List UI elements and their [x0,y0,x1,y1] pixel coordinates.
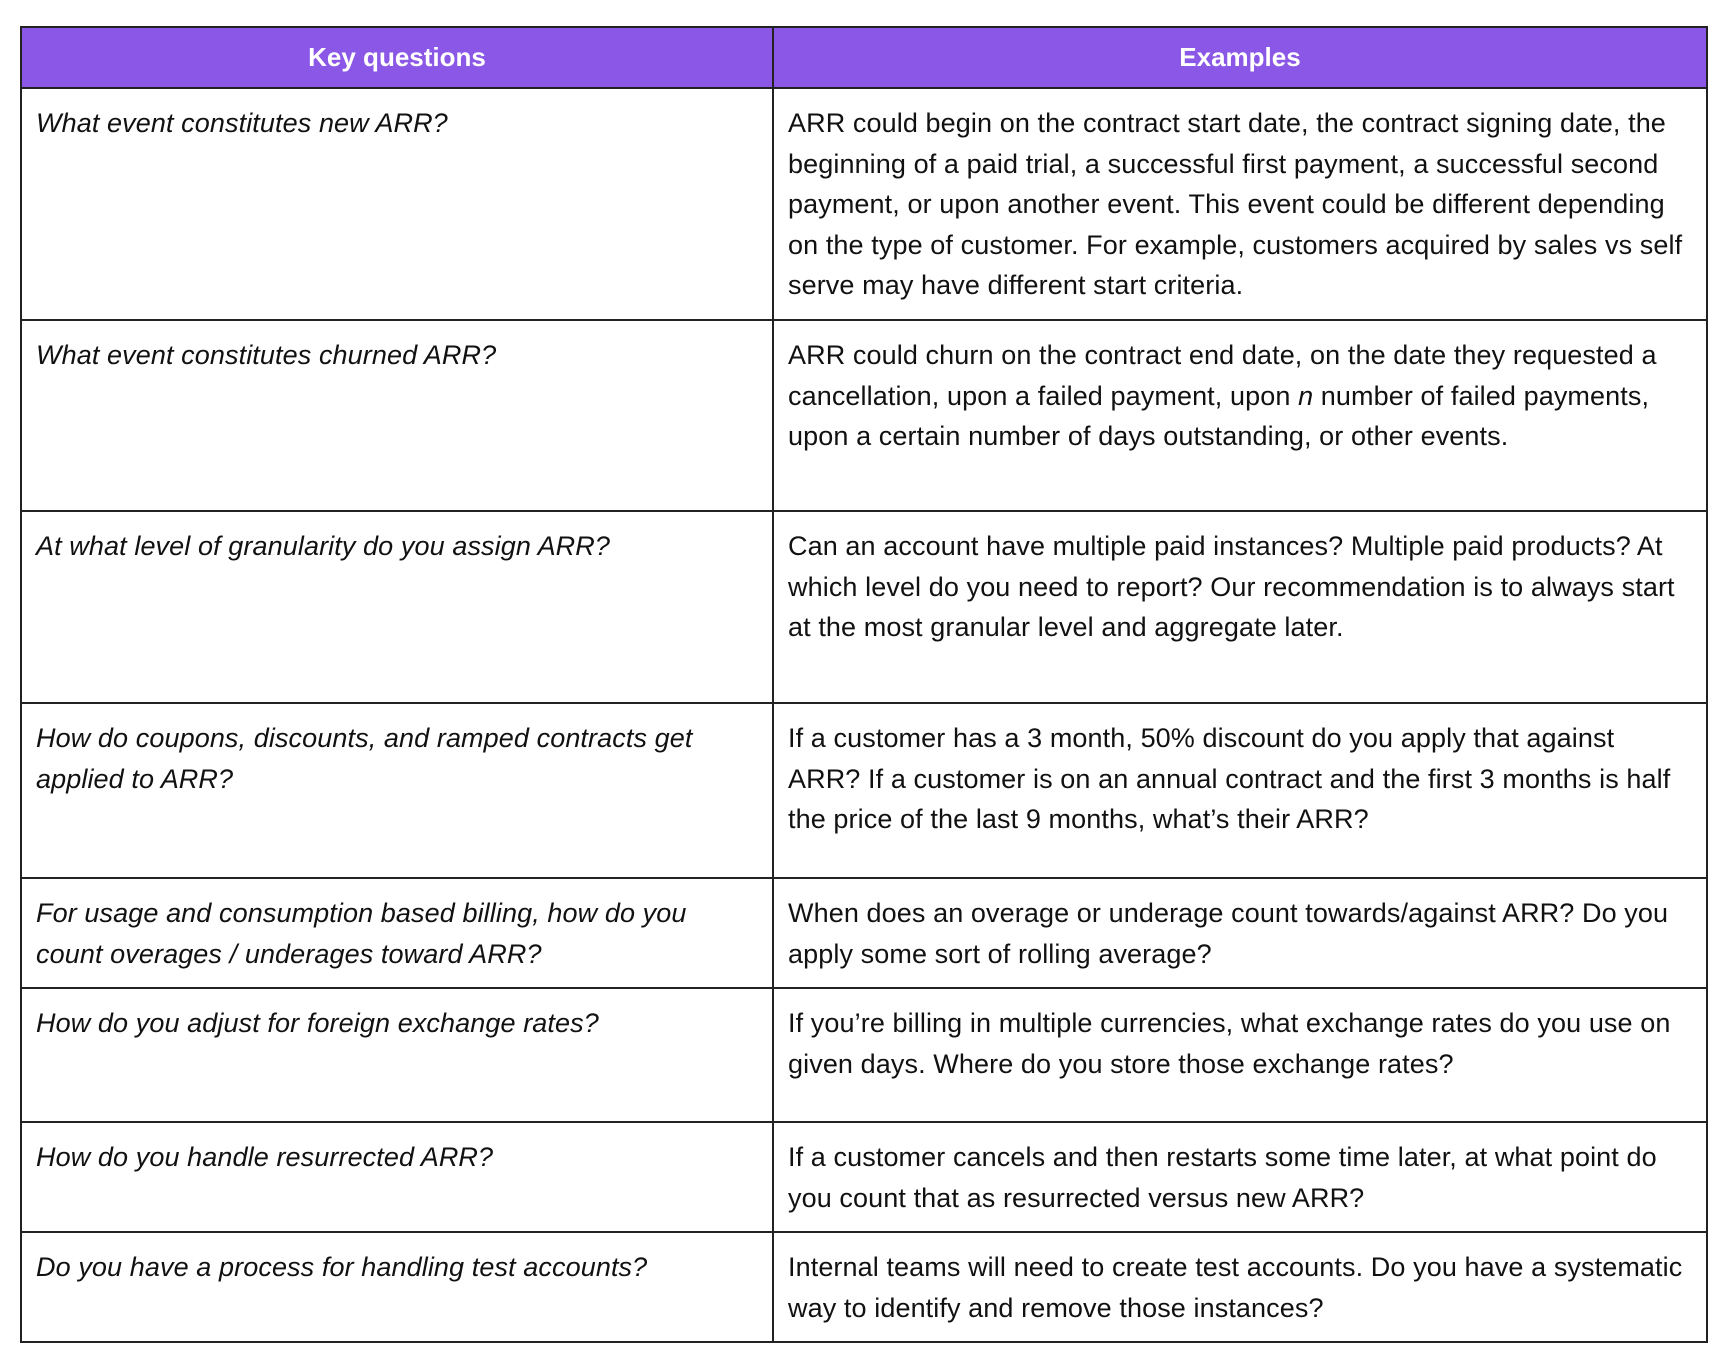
table-row [21,703,1707,878]
table-row [21,88,1707,320]
example-cell: If you’re billing in multiple currencies, what exchange rates do you use on given days. Where do you store those exchange rates? [773,988,1707,1122]
question-cell: Do you have a process for handling test accounts? [21,1232,773,1342]
table-row [21,1122,1707,1232]
header-examples: Examples [773,27,1707,88]
example-cell: Internal teams will need to create test accounts. Do you have a systematic way to identify and remove those instances? [773,1232,1707,1342]
example-cell: When does an overage or underage count towards/against ARR? Do you apply some sort of rolling average? [773,878,1707,988]
table-row [21,1232,1707,1342]
example-text: number of failed payments, upon a certain number of days outstanding, or other events. [788,380,1650,451]
example-cell: Can an account have multiple paid instances? Multiple paid products? At which level do you need to report? Our recommendation is to always start at the most granular level and aggregate later. [773,511,1707,703]
table-row [21,511,1707,703]
table-row [21,988,1707,1122]
question-cell: How do you adjust for foreign exchange rates? [21,988,773,1122]
example-emphasis: n [1298,380,1314,411]
question-cell: How do you handle resurrected ARR? [21,1122,773,1232]
question-cell: For usage and consumption based billing, how do you count overages / underages toward ARR? [21,878,773,988]
table-row [21,320,1707,511]
example-cell: If a customer has a 3 month, 50% discount do you apply that against ARR? If a customer is on an annual contract and the first 3 months is half the price of the last 9 months, what’s their ARR? [773,703,1707,878]
example-cell [773,320,1707,511]
table-header [21,27,1707,88]
table-row [21,878,1707,988]
header-key-questions: Key questions [21,27,773,88]
header-row [21,27,1707,88]
example-cell: If a customer cancels and then restarts some time later, at what point do you count that as resurrected versus new ARR? [773,1122,1707,1232]
key-questions-table [20,26,1708,1343]
question-cell: What event constitutes churned ARR? [21,320,773,511]
example-text: ARR could churn on the contract end date, on the date they requested a cancellation, upon a failed payment, upon [788,340,1657,411]
question-cell: How do coupons, discounts, and ramped contracts get applied to ARR? [21,703,773,878]
question-cell: What event constitutes new ARR? [21,88,773,320]
question-cell: At what level of granularity do you assign ARR? [21,511,773,703]
example-cell: ARR could begin on the contract start date, the contract signing date, the beginning of a paid trial, a successful first payment, a successful second payment, or upon another event. This event could be different depending on the type of customer. For example, customers acquired by sales vs self serve may have different start criteria. [773,88,1707,320]
